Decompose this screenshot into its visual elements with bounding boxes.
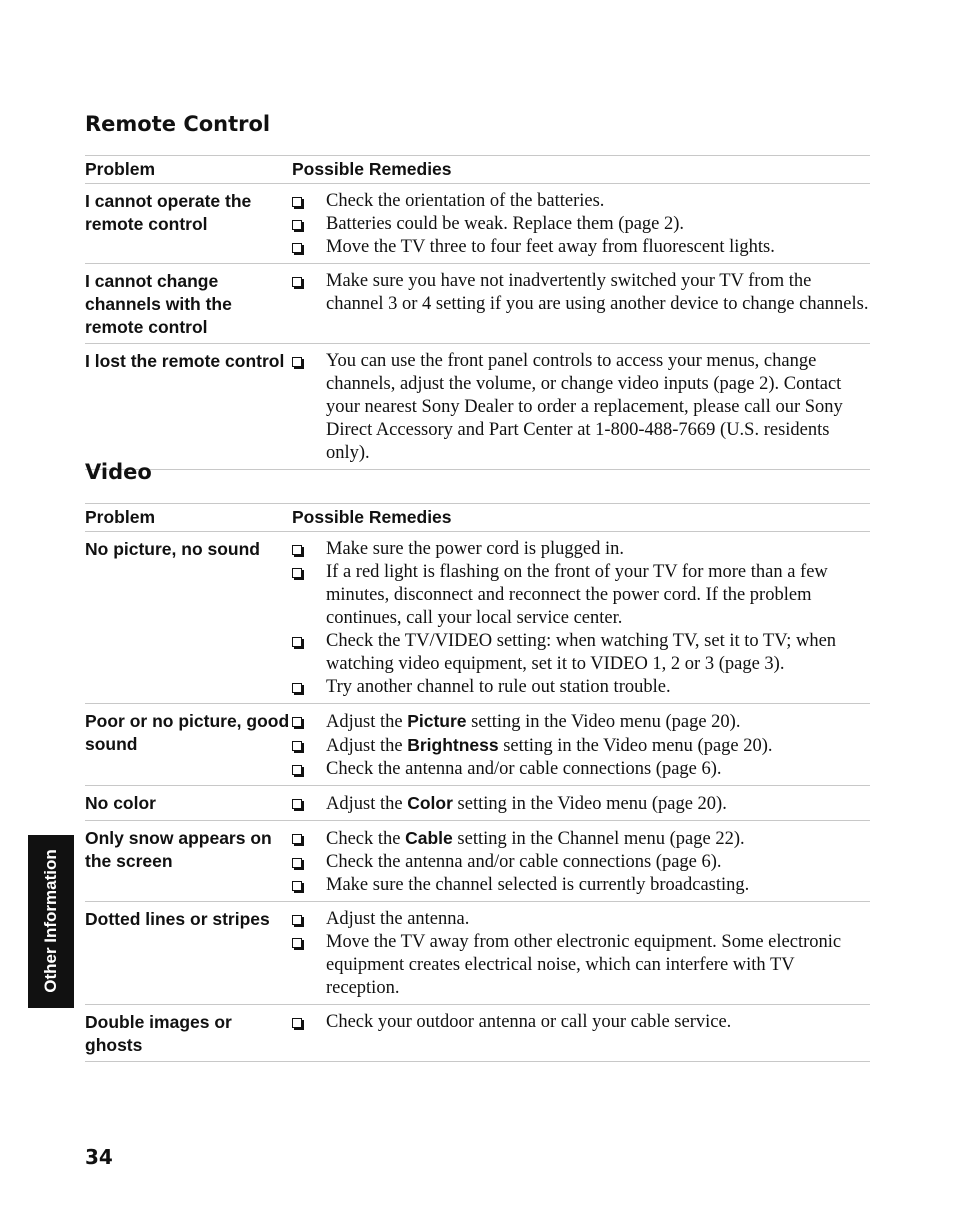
table-row xyxy=(85,1005,870,1062)
video-heading: Video xyxy=(85,460,152,484)
table-row xyxy=(85,704,870,786)
checkbox-bullet-icon xyxy=(292,741,302,751)
remedies-cell xyxy=(292,532,870,704)
remote-control-heading: Remote Control xyxy=(85,112,271,136)
remedy-item xyxy=(292,236,870,259)
remedies-cell xyxy=(292,264,870,344)
remedy-text-continued: setting in the Video menu (page 20). xyxy=(498,736,773,756)
remedy-text: Move the TV three to four feet away from fluorescent lights. xyxy=(326,237,775,257)
remedies-list xyxy=(292,1011,870,1034)
problem-cell: No picture, no sound xyxy=(85,532,292,704)
remedies-cell xyxy=(292,184,870,264)
problem-column-header: Problem xyxy=(85,504,292,532)
checkbox-bullet-icon xyxy=(292,1018,302,1028)
section-side-tab xyxy=(28,835,74,1008)
remedies-cell xyxy=(292,344,870,470)
remedy-item xyxy=(292,792,870,816)
remedy-item xyxy=(292,538,870,561)
checkbox-bullet-icon xyxy=(292,683,302,693)
remedy-item xyxy=(292,827,870,851)
checkbox-bullet-icon xyxy=(292,220,302,230)
remedy-text: Make sure you have not inadvertently switched your TV from the channel 3 or 4 setting if you are using another device to change channels. xyxy=(326,271,869,314)
remedy-item xyxy=(292,710,870,734)
checkbox-bullet-icon xyxy=(292,915,302,925)
remedy-item xyxy=(292,676,870,699)
remedies-list xyxy=(292,270,870,316)
remedy-item xyxy=(292,561,870,630)
remedy-text: Check the TV/VIDEO setting: when watching TV, set it to TV; when watching video equipment, set it to VIDEO 1, 2 or 3 (page 3). xyxy=(326,631,837,674)
table-row xyxy=(85,344,870,470)
remedy-item xyxy=(292,190,870,213)
remedies-cell xyxy=(292,786,870,821)
remedies-cell xyxy=(292,821,870,902)
remedy-item xyxy=(292,270,870,316)
remedy-text: Make sure the channel selected is currently broadcasting. xyxy=(326,875,750,895)
menu-setting-keyword: Color xyxy=(407,793,453,813)
remedies-list xyxy=(292,350,870,465)
checkbox-bullet-icon xyxy=(292,717,302,727)
remedies-list xyxy=(292,710,870,781)
remedy-text: Adjust the xyxy=(326,736,408,756)
checkbox-bullet-icon xyxy=(292,277,302,287)
video-table xyxy=(85,503,870,1062)
remedy-text: Try another channel to rule out station trouble. xyxy=(326,677,671,697)
problem-cell: I cannot change channels with the remote control xyxy=(85,264,292,344)
remedy-item xyxy=(292,931,870,1000)
remedies-column-header: Possible Remedies xyxy=(292,504,870,532)
remedy-text: Check the antenna and/or cable connections (page 6). xyxy=(326,852,722,872)
remedy-text: Adjust the antenna. xyxy=(326,909,470,929)
remedy-text: Check the antenna and/or cable connections (page 6). xyxy=(326,759,722,779)
remedies-list xyxy=(292,792,870,816)
problem-cell: Double images or ghosts xyxy=(85,1005,292,1062)
problem-cell: Only snow appears on the screen xyxy=(85,821,292,902)
remedies-list xyxy=(292,827,870,897)
table-header-row xyxy=(85,504,870,532)
table-row xyxy=(85,821,870,902)
checkbox-bullet-icon xyxy=(292,545,302,555)
remedies-list xyxy=(292,190,870,259)
menu-setting-keyword: Cable xyxy=(405,828,453,848)
checkbox-bullet-icon xyxy=(292,799,302,809)
remote-control-table xyxy=(85,155,870,470)
remedy-text: Move the TV away from other electronic equipment. Some electronic equipment creates electrical noise, which can interfere with TV reception. xyxy=(326,932,842,998)
remedy-text-continued: setting in the Video menu (page 20). xyxy=(452,794,727,814)
menu-setting-keyword: Picture xyxy=(407,711,467,731)
remedy-item xyxy=(292,908,870,931)
remote-control-rows xyxy=(85,184,870,470)
remedy-text-continued: setting in the Video menu (page 20). xyxy=(466,712,741,732)
remedy-item xyxy=(292,851,870,874)
remedy-item xyxy=(292,350,870,465)
checkbox-bullet-icon xyxy=(292,197,302,207)
table-row xyxy=(85,786,870,821)
problem-column-header: Problem xyxy=(85,156,292,184)
page-number: 34 xyxy=(85,1145,113,1169)
checkbox-bullet-icon xyxy=(292,765,302,775)
problem-cell: I lost the remote control xyxy=(85,344,292,470)
table-header-row xyxy=(85,156,870,184)
remedy-item xyxy=(292,1011,870,1034)
side-tab-label: Other Information xyxy=(41,849,60,993)
remedy-text: Check the xyxy=(326,829,406,849)
problem-cell: No color xyxy=(85,786,292,821)
remedy-item xyxy=(292,758,870,781)
remedy-text: Check the orientation of the batteries. xyxy=(326,191,605,211)
remedy-text: Make sure the power cord is plugged in. xyxy=(326,539,624,559)
remedies-cell xyxy=(292,1005,870,1062)
video-rows xyxy=(85,532,870,1062)
remedy-text: Batteries could be weak. Replace them (page 2). xyxy=(326,214,685,234)
checkbox-bullet-icon xyxy=(292,858,302,868)
remedy-item xyxy=(292,213,870,236)
remedies-column-header: Possible Remedies xyxy=(292,156,870,184)
remedy-item xyxy=(292,630,870,676)
problem-cell: I cannot operate the remote control xyxy=(85,184,292,264)
remedies-list xyxy=(292,908,870,1000)
checkbox-bullet-icon xyxy=(292,568,302,578)
table-row xyxy=(85,902,870,1005)
checkbox-bullet-icon xyxy=(292,357,302,367)
remedy-text: If a red light is flashing on the front of your TV for more than a few minutes, disconnect and reconnect the power cord. If the problem continues, call your local service center. xyxy=(326,562,828,628)
remedies-cell xyxy=(292,902,870,1005)
checkbox-bullet-icon xyxy=(292,834,302,844)
problem-cell: Poor or no picture, good sound xyxy=(85,704,292,786)
remedy-text-continued: setting in the Channel menu (page 22). xyxy=(452,829,745,849)
remedy-text: You can use the front panel controls to access your menus, change channels, adjust the volume, or change video inputs (page 2). Contact your nearest Sony Dealer to order a replacement, please call our Sony Direct Accessory and Part Center at 1-800-488-7669 (U.S. residents only). xyxy=(326,351,843,463)
remedies-list xyxy=(292,538,870,699)
problem-cell: Dotted lines or stripes xyxy=(85,902,292,1005)
remedy-text: Adjust the xyxy=(326,712,408,732)
checkbox-bullet-icon xyxy=(292,637,302,647)
remedy-text: Adjust the xyxy=(326,794,408,814)
table-row xyxy=(85,184,870,264)
checkbox-bullet-icon xyxy=(292,938,302,948)
remedy-item xyxy=(292,874,870,897)
checkbox-bullet-icon xyxy=(292,243,302,253)
remedies-cell xyxy=(292,704,870,786)
remedy-text: Check your outdoor antenna or call your cable service. xyxy=(326,1012,732,1032)
table-row xyxy=(85,264,870,344)
table-row xyxy=(85,532,870,704)
menu-setting-keyword: Brightness xyxy=(407,735,499,755)
remedy-item xyxy=(292,734,870,758)
checkbox-bullet-icon xyxy=(292,881,302,891)
